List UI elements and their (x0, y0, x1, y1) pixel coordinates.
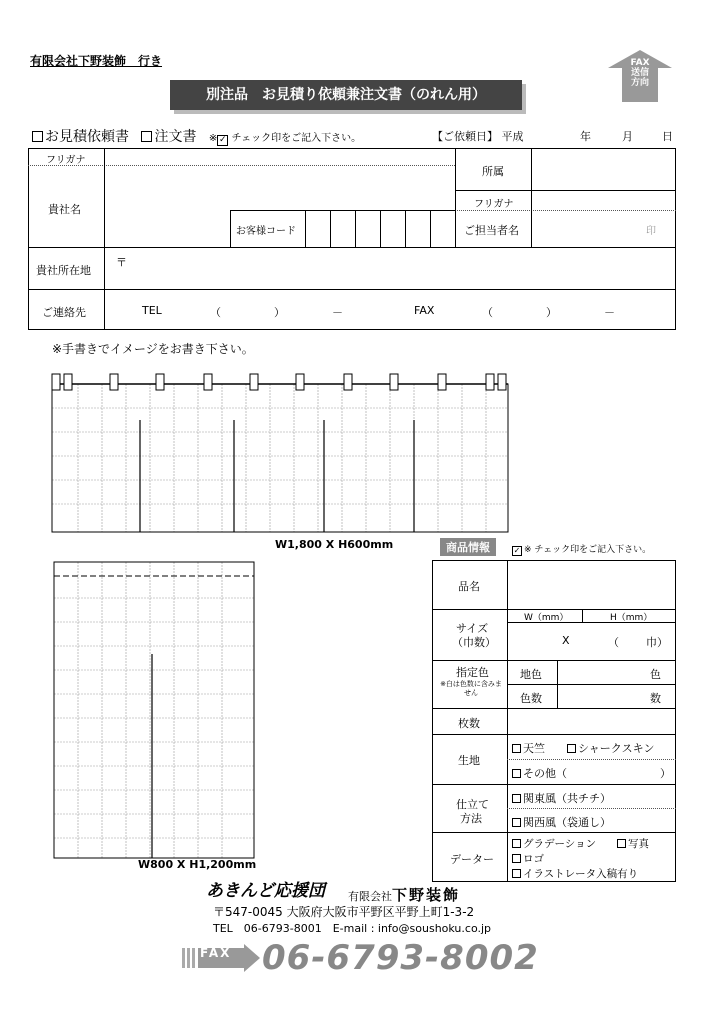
quantity-label: 枚数 (458, 717, 480, 730)
contact-label: ご連絡先 (42, 306, 86, 319)
request-type-row (32, 126, 682, 144)
fax-number: 06-6793-8002 (262, 938, 539, 978)
wide-noren-sketch-grid[interactable] (50, 370, 512, 536)
data-option-photo[interactable]: 写真 (617, 836, 649, 851)
count-unit: 数 (650, 692, 661, 705)
check-prefix: ※ (208, 133, 218, 144)
fax-paren-open: （ (482, 306, 493, 319)
data-option-gradation[interactable]: グラデーション (512, 836, 596, 851)
furigana2-label: フリガナ (474, 199, 514, 210)
year-label: 年 (580, 130, 591, 143)
color-count-label: 色数 (520, 692, 542, 705)
finish-label: 仕立て (456, 798, 489, 811)
footer-company: 有限会社下野装飾 (348, 886, 461, 904)
sketch-note: ※手書きでイメージをお書き下さい。 (52, 342, 254, 356)
data-label: データー (450, 853, 494, 866)
size-label: サイズ (456, 622, 489, 635)
person-label: ご担当者名 (464, 224, 519, 237)
size-x: X (562, 634, 570, 647)
data-photo-checkbox[interactable] (617, 839, 626, 848)
ground-color-label: 地色 (520, 668, 542, 681)
customer-form (28, 148, 676, 330)
recipient-line: 有限会社下野装飾 行き (30, 54, 163, 68)
finish-sub-label: 方法 (460, 812, 482, 825)
check-mark-icon: ✓ (513, 546, 521, 555)
tall-size-label: W800 X H1,200mm (138, 858, 257, 871)
fabric-option-other[interactable]: その他（ (512, 765, 567, 781)
check-note: チェック印をご記入下さい。 (231, 133, 362, 144)
footer-address: 〒547-0045 大阪府大阪市平野区平野上町1-3-2 (213, 905, 475, 919)
fabric-other-checkbox[interactable] (512, 769, 521, 778)
finish-option-kansai[interactable]: 関西風（袋通し） (512, 814, 611, 830)
postal-mark: 〒 (116, 256, 127, 269)
color-label: 指定色 (456, 666, 489, 679)
tel-paren-open: （ (210, 306, 221, 319)
product-name-label: 品名 (458, 580, 480, 593)
width-count-open: （ (608, 636, 619, 649)
order-checkbox[interactable] (141, 131, 152, 142)
fax-dash: － (604, 306, 615, 319)
seal-mark: 印 (646, 226, 656, 237)
fax-paren-close: ） (546, 306, 557, 319)
fabric-option-cotton[interactable]: 天竺 (512, 740, 545, 756)
page-title: 別注品 お見積り依頼兼注文書（のれん用） (170, 80, 522, 110)
fabric-option-sharkskin[interactable]: シャークスキン (567, 740, 655, 756)
address-label: 貴社所在地 (36, 264, 91, 277)
check-mark-icon: ✓ (219, 135, 227, 145)
data-option-illustrator[interactable]: イラストレータ入稿有り (512, 866, 638, 881)
fabric-cotton-checkbox[interactable] (512, 744, 521, 753)
fabric-label: 生地 (458, 754, 480, 767)
order-label: 注文書 (154, 129, 197, 145)
month-label: 月 (622, 130, 633, 143)
company-label: 貴社名 (48, 203, 81, 216)
data-illustrator-checkbox[interactable] (512, 869, 521, 878)
department-label: 所属 (482, 165, 504, 178)
estimate-checkbox[interactable] (32, 131, 43, 142)
data-logo-checkbox[interactable] (512, 854, 521, 863)
size-sub-label: （巾数） (452, 636, 496, 649)
height-mm-label: H（mm） (610, 613, 653, 623)
finish-kanto-checkbox[interactable] (512, 794, 521, 803)
finish-option-kanto[interactable]: 関東風（共チチ） (512, 790, 611, 806)
product-check-note: ✓ ※ チェック印をご記入下さい。 (513, 545, 652, 555)
fabric-other-close: ） (660, 767, 671, 780)
width-mm-label: W（mm） (524, 613, 569, 623)
fax-badge: FAX 送信 方向 (630, 58, 650, 88)
data-gradation-checkbox[interactable] (512, 839, 521, 848)
wide-size-label: W1,800 X H600mm (275, 538, 394, 551)
furigana-label: フリガナ (46, 155, 86, 166)
footer-contact: TEL 06-6793-8001 E-mail : info@soushoku.co.jp (213, 922, 492, 935)
request-date-label: 【ご依頼日】 平成 (432, 130, 524, 143)
data-option-logo[interactable]: ロゴ (512, 851, 544, 866)
finish-kansai-checkbox[interactable] (512, 818, 521, 827)
customer-code-label: お客様コード (236, 226, 296, 237)
tel-label: TEL (142, 304, 162, 317)
fax-bar-label: FAX (200, 946, 232, 960)
color-note: ※白は色数に含みません (440, 680, 502, 697)
day-label: 日 (662, 130, 673, 143)
brand-logo: あきんど応援団 (206, 881, 325, 901)
product-section-label: 商品情報 (440, 538, 496, 556)
estimate-label: お見積依頼書 (45, 129, 129, 145)
color-unit: 色 (650, 668, 661, 681)
tall-noren-sketch-grid[interactable] (50, 558, 258, 862)
tel-dash: － (332, 306, 343, 319)
width-count-unit: 巾） (646, 636, 668, 649)
tel-paren-close: ） (274, 306, 285, 319)
fabric-sharkskin-checkbox[interactable] (567, 744, 576, 753)
fax-label: FAX (414, 304, 435, 317)
